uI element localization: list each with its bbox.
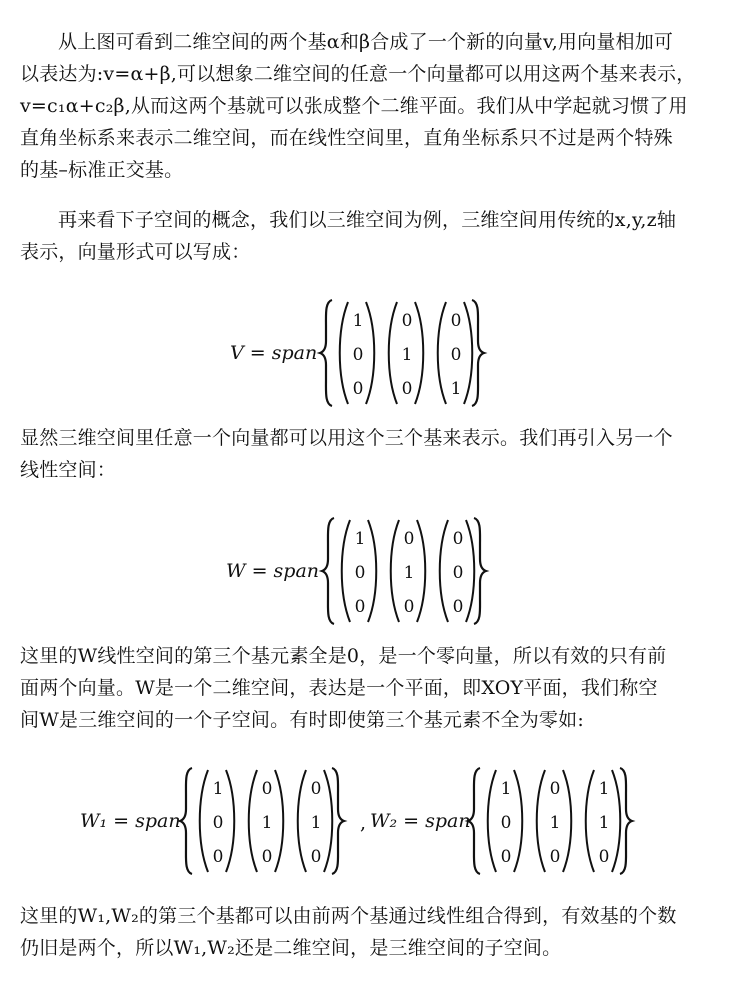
- text-line: 以表达为:v=α+β,可以想象二维空间的任意一个向量都可以用这两个基来表示，: [20, 63, 696, 85]
- vector-entry: 0: [261, 779, 273, 799]
- vector-entry: 1: [598, 813, 610, 833]
- equation-w-span: [0, 512, 745, 632]
- vector-entry: 0: [403, 597, 415, 617]
- left-paren: [586, 770, 594, 872]
- right-paren: [464, 302, 472, 404]
- left-paren: [340, 302, 348, 404]
- paragraph-another-space: [20, 422, 720, 486]
- text-line: 显然三维空间里任意一个向量都可以用这个三个基来表示。我们再引入另一个: [20, 427, 673, 449]
- vector-entry: 0: [354, 597, 366, 617]
- text-line: 这里的W₁,W₂的第三个基都可以由前两个基通过线性组合得到，有效基的个数: [20, 905, 677, 927]
- text-line: 面两个向量。W是一个二维空间，表达是一个平面，即XOY平面，我们称空: [20, 677, 658, 699]
- left-brace: [468, 768, 480, 874]
- left-paren: [537, 770, 545, 872]
- equation-lhs: V = span: [230, 342, 318, 364]
- text-line: 仍旧是两个，所以W₁,W₂还是二维空间，是三维空间的子空间。: [20, 937, 562, 959]
- text-line: v=c₁α+c₂β,从而这两个基就可以张成整个二维平面。我们从中学起就习惯了用: [20, 95, 688, 117]
- text-line: 这里的W线性空间的第三个基元素全是0，是一个零向量，所以有效的只有前: [20, 645, 667, 667]
- paragraph-w-subspace: [20, 640, 720, 736]
- left-paren: [298, 770, 306, 872]
- vector-entry: 0: [354, 563, 366, 583]
- right-paren: [612, 770, 620, 872]
- vector-entry: 0: [452, 563, 464, 583]
- vector-entry: 0: [549, 847, 561, 867]
- vector-entry: 1: [354, 529, 366, 549]
- vector-entry: 0: [500, 847, 512, 867]
- vector-entry: 0: [401, 311, 413, 331]
- vector-entry: 0: [598, 847, 610, 867]
- right-brace: [620, 768, 632, 874]
- left-paren: [391, 520, 399, 622]
- text-line: 的基–标准正交基。: [20, 159, 184, 181]
- right-paren: [366, 302, 374, 404]
- text-line: 再来看下子空间的概念，我们以三维空间为例，三维空间用传统的x,y,z轴: [58, 209, 677, 231]
- vector-entry: 1: [261, 813, 273, 833]
- vector-entry: 0: [261, 847, 273, 867]
- text-line: 直角坐标系来表示二维空间，而在线性空间里，直角坐标系只不过是两个特殊: [20, 127, 673, 149]
- left-paren: [488, 770, 496, 872]
- right-paren: [466, 520, 474, 622]
- left-brace: [320, 300, 332, 406]
- vector-entry: 0: [452, 597, 464, 617]
- right-paren: [226, 770, 234, 872]
- left-paren: [440, 520, 448, 622]
- vector-entry: 0: [403, 529, 415, 549]
- vector-entry: 0: [549, 779, 561, 799]
- equation-lhs: W = span: [226, 560, 320, 582]
- vector-entry: 0: [212, 813, 224, 833]
- right-paren: [368, 520, 376, 622]
- right-paren: [275, 770, 283, 872]
- text-line: 间W是三维空间的一个子空间。有时即使第三个基元素不全为零如:: [20, 709, 584, 731]
- vector-entry: 0: [310, 847, 322, 867]
- left-paren: [342, 520, 350, 622]
- equation-v-span: [0, 294, 745, 414]
- vector-entry: 1: [401, 345, 413, 365]
- right-paren: [514, 770, 522, 872]
- equation-lhs-w2: W₂ = span: [370, 810, 471, 832]
- right-brace: [332, 768, 344, 874]
- paragraph-subspace-concept: [20, 204, 720, 268]
- vector-entry: 0: [352, 345, 364, 365]
- equation-w1-w2-span: [0, 762, 745, 882]
- paragraph-basis-intro: [20, 26, 720, 186]
- right-brace: [472, 300, 484, 406]
- right-paren: [415, 302, 423, 404]
- vector-entry: 0: [450, 311, 462, 331]
- vector-entry: 1: [212, 779, 224, 799]
- vector-entry: 0: [401, 379, 413, 399]
- vector-entry: 1: [500, 779, 512, 799]
- text-line: 线性空间：: [20, 459, 117, 481]
- paragraph-conclusion: [20, 900, 720, 964]
- vector-entry: 0: [310, 779, 322, 799]
- left-paren: [200, 770, 208, 872]
- vector-entry: 0: [352, 379, 364, 399]
- left-brace: [322, 518, 334, 624]
- text-line: 表示，向量形式可以写成：: [20, 241, 251, 263]
- equation-separator: ,: [360, 812, 367, 834]
- vector-entry: 1: [598, 779, 610, 799]
- equation-lhs-w1: W₁ = span: [80, 810, 181, 832]
- left-paren: [438, 302, 446, 404]
- vector-entry: 1: [549, 813, 561, 833]
- right-paren: [563, 770, 571, 872]
- vector-entry: 0: [450, 345, 462, 365]
- left-paren: [249, 770, 257, 872]
- text-line: 从上图可看到二维空间的两个基α和β合成了一个新的向量v,用向量相加可: [58, 31, 674, 53]
- right-paren: [324, 770, 332, 872]
- right-paren: [417, 520, 425, 622]
- right-brace: [474, 518, 486, 624]
- left-paren: [389, 302, 397, 404]
- vector-entry: 1: [310, 813, 322, 833]
- vector-entry: 1: [450, 379, 462, 399]
- vector-entry: 0: [212, 847, 224, 867]
- vector-entry: 1: [403, 563, 415, 583]
- vector-entry: 0: [500, 813, 512, 833]
- vector-entry: 1: [352, 311, 364, 331]
- vector-entry: 0: [452, 529, 464, 549]
